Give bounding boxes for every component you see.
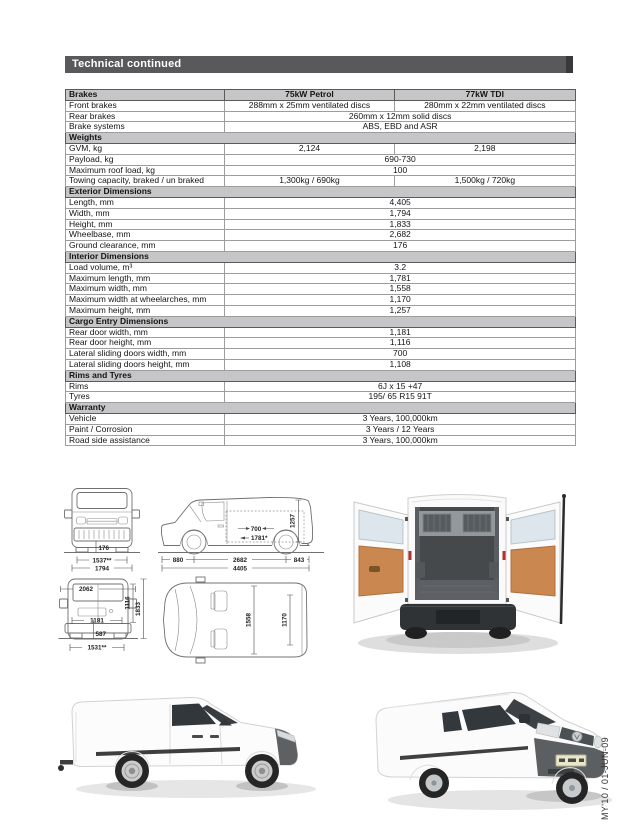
spec-label-cell: Rear door width, mm [66,327,225,338]
section-header-cell: Exterior Dimensions [66,187,576,198]
spec-value-cell: 260mm x 12mm solid discs [225,111,576,122]
table-row [66,392,576,403]
door-stay-rod [561,496,564,624]
technical-drawing-side-view [156,482,326,574]
spec-label-cell: Front brakes [66,100,225,111]
section-title-bar [65,56,573,73]
spec-value-tdi-cell: 280mm x 22mm ventilated discs [394,100,575,111]
model-year-side-note: MY'10 / 01-JUN-09 [600,736,610,820]
table-row [66,295,576,306]
table-section-row [66,251,576,262]
tail-latch-red [409,551,412,560]
spec-label-cell: Length, mm [66,197,225,208]
table-section-row [66,403,576,414]
dim-label: 1558 [245,612,253,628]
page-title: Technical continued [72,58,182,70]
dim-label: 1181 [90,617,104,625]
table-row [66,197,576,208]
photo-side-view [44,672,336,812]
spec-label-cell: Maximum roof load, kg [66,165,225,176]
spec-label-cell: Lateral sliding doors height, mm [66,359,225,370]
tail-latch-red [503,551,506,560]
spec-value-cell: 1,833 [225,219,576,230]
dim-label: 1531** [87,644,107,652]
table-row [66,219,576,230]
table-row [66,435,576,446]
spec-label-cell: Height, mm [66,219,225,230]
table-row [66,327,576,338]
table-row [66,111,576,122]
table-row [66,262,576,273]
table-section-row [66,133,576,144]
spec-label-cell: Tyres [66,392,225,403]
dim-label: 1116 [124,596,132,610]
dim-label: 1781* [251,535,268,543]
spec-label-cell: Lateral sliding doors width, mm [66,349,225,360]
column-header-brakes: Brakes [66,90,225,101]
spec-value-cell: 1,558 [225,284,576,295]
title-bar-end-cap [566,56,573,73]
wing-mirror [519,714,530,723]
table-row [66,208,576,219]
table-row [66,273,576,284]
dim-label: 1794 [94,565,110,573]
column-header-tdi: 77kW TDI [394,90,575,101]
dim-label: 4405 [232,565,248,573]
spec-label-cell: Brake systems [66,122,225,133]
table-row [66,349,576,360]
dim-label: 880 [172,556,184,564]
spec-value-cell: 1,108 [225,359,576,370]
section-header-cell: Cargo Entry Dimensions [66,316,576,327]
spec-label-cell: GVM, kg [66,143,225,154]
table-section-row [66,370,576,381]
spec-value-cell: 3 Years / 12 Years [225,424,576,435]
spec-value-cell: 1,170 [225,295,576,306]
spec-label-cell: Load volume, m³ [66,262,225,273]
spec-label-cell: Rear brakes [66,111,225,122]
dim-label: 2682 [232,556,248,564]
spec-label-cell: Towing capacity, braked / un braked [66,176,225,187]
spec-label-cell: Vehicle [66,413,225,424]
spec-value-cell: 1,116 [225,338,576,349]
technical-drawing-rear-view [58,576,150,668]
spec-label-cell: Rims [66,381,225,392]
dim-label: 843 [293,556,305,564]
spec-label-cell: Ground clearance, mm [66,241,225,252]
dim-label: 2062 [78,586,94,594]
spec-label-cell: Maximum length, mm [66,273,225,284]
spec-value-cell: 4,405 [225,197,576,208]
section-header-cell: Warranty [66,403,576,414]
dim-label: 1833 [135,601,142,617]
spec-value-cell: 700 [225,349,576,360]
spec-value-cell: ABS, EBD and ASR [225,122,576,133]
table-row [66,305,576,316]
dim-label: 1537** [92,557,112,565]
photo-rear-doors-open [342,482,572,664]
table-section-row [66,187,576,198]
spec-label-cell: Width, mm [66,208,225,219]
spec-value-cell: 3.2 [225,262,576,273]
spec-value-petrol-cell: 1,300kg / 690kg [225,176,394,187]
spec-value-cell: 3 Years, 100,000km [225,413,576,424]
table-row [66,154,576,165]
dim-label: 1170 [281,613,289,627]
spec-value-petrol-cell: 2,124 [225,143,394,154]
spec-value-tdi-cell: 1,500kg / 720kg [394,176,575,187]
section-header-cell: Weights [66,133,576,144]
dim-label: 587 [95,631,107,638]
vw-badge [572,732,582,742]
table-row [66,359,576,370]
spec-value-cell: 690-730 [225,154,576,165]
tow-hitch [60,760,73,765]
spec-value-cell: 1,794 [225,208,576,219]
spec-value-cell: 176 [225,241,576,252]
table-row [66,381,576,392]
spec-label-cell: Paint / Corrosion [66,424,225,435]
spec-label-cell: Rear door height, mm [66,338,225,349]
spec-value-cell: 2,682 [225,230,576,241]
table-section-row [66,316,576,327]
table-row [66,338,576,349]
column-header-petrol: 75kW Petrol [225,90,394,101]
spec-value-cell: 100 [225,165,576,176]
section-header-cell: Interior Dimensions [66,251,576,262]
spec-value-cell: 1,181 [225,327,576,338]
table-header-row [66,90,576,101]
spec-value-cell: 1,781 [225,273,576,284]
spec-label-cell: Wheelbase, mm [66,230,225,241]
spec-label-cell: Road side assistance [66,435,225,446]
spec-label-cell: Payload, kg [66,154,225,165]
table-row [66,176,576,187]
spec-value-petrol-cell: 288mm x 25mm ventilated discs [225,100,394,111]
table-row [66,122,576,133]
technical-drawing-top-view [156,576,318,664]
dim-label: 176 [98,545,110,552]
spec-label-cell: Maximum width, mm [66,284,225,295]
spec-value-cell: 3 Years, 100,000km [225,435,576,446]
table-row [66,241,576,252]
spec-value-tdi-cell: 2,198 [394,143,575,154]
section-header-cell: Rims and Tyres [66,370,576,381]
spec-value-cell: 195/ 65 R15 91T [225,392,576,403]
table-row [66,424,576,435]
spec-label-cell: Maximum width at wheelarches, mm [66,295,225,306]
technical-drawing-front-view [63,483,141,573]
table-row [66,230,576,241]
dim-label: 1257 [289,513,297,529]
dim-label: 700 [250,525,262,533]
spec-value-cell: 6J x 15 +47 [225,381,576,392]
photo-front-three-quarter [342,672,630,822]
door-wood-panel [359,546,403,596]
table-row [66,100,576,111]
table-row [66,284,576,295]
table-row [66,413,576,424]
spec-label-cell: Maximum height, mm [66,305,225,316]
spec-table [65,89,576,446]
spec-value-cell: 1,257 [225,305,576,316]
table-row [66,143,576,154]
table-row [66,165,576,176]
spec-table-body [66,100,576,446]
door-wood-panel [511,546,555,596]
